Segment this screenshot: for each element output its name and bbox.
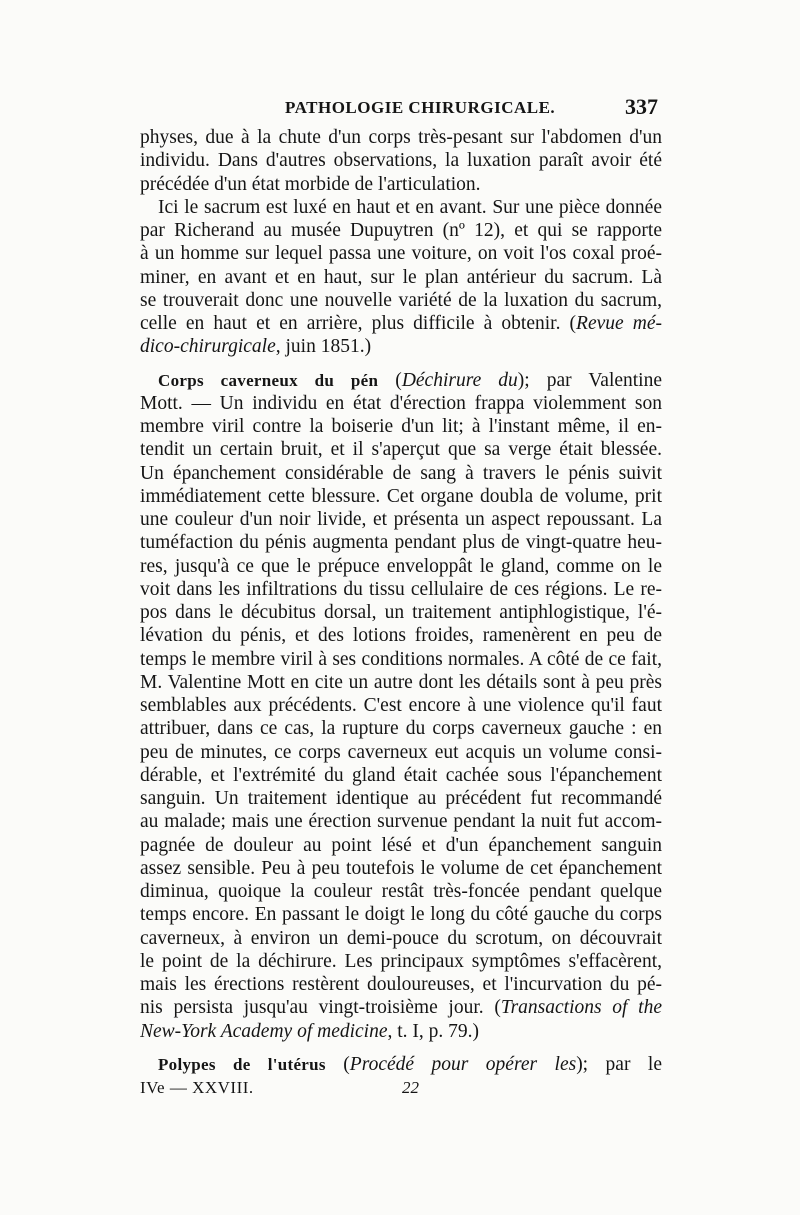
body-text bbox=[140, 126, 662, 1099]
text-line: dérable, et l'extrémité du gland était cachée sous l'épanchement bbox=[140, 764, 662, 786]
text-line: caverneux, à environ un demi-pouce du scrotum, on découvrait bbox=[140, 927, 662, 949]
text-line: semblables aux précédents. C'est encore à une violence qu'il faut bbox=[140, 695, 662, 716]
signature-number: 22 bbox=[402, 1078, 419, 1097]
text-line: miner, en avant et en haut, sur le plan antérieur du sacrum. Là bbox=[140, 266, 662, 288]
citation-title: New-York Academy of medicine bbox=[140, 1020, 388, 1042]
text-line: diminua, quoique la couleur restât très-foncée pendant quelque bbox=[140, 881, 662, 902]
text-line: le point de la déchirure. Les principaux symptômes s'effacèrent, bbox=[140, 950, 662, 972]
citation-title: dico-chirurgicale bbox=[140, 336, 276, 358]
entry-subtitle: Procédé pour opérer les bbox=[349, 1053, 577, 1075]
text-line bbox=[140, 335, 662, 358]
entry-keyword: Polypes de l'utérus bbox=[158, 1054, 326, 1074]
text-line bbox=[140, 312, 662, 335]
text-line: Mott. — Un individu en état d'érection frappa violemment son bbox=[140, 392, 662, 414]
text-line: pos dans le décubitus dorsal, un traitement antiphlogistique, l'é- bbox=[140, 602, 662, 623]
citation-title: Revue mé- bbox=[576, 313, 662, 334]
text-line: au malade; mais une érection survenue pendant la nuit fut accom- bbox=[140, 811, 662, 833]
text-line: peu de minutes, ce corps caverneux eut acquis un volume consi- bbox=[140, 741, 662, 763]
text-line: assez sensible. Peu à peu toutefois le volume de cet épanchement bbox=[140, 857, 662, 879]
text-line: voit dans les infiltrations du tissu cellulaire de ces régions. Le re- bbox=[140, 578, 662, 600]
text-line: pagnée de douleur au point lésé et d'un épanchement sanguin bbox=[140, 834, 662, 856]
text-line: sanguin. Un traitement identique au précédent fut recommandé bbox=[140, 788, 662, 809]
text-line: res, jusqu'à ce que le prépuce enveloppât le gland, comme on le bbox=[140, 555, 662, 577]
text-line: une couleur d'un noir livide, et présenta un aspect repoussant. La bbox=[140, 509, 662, 530]
text-line: physes, due à la chute d'un corps très-pesant sur l'abdomen d'un bbox=[140, 127, 662, 148]
citation-title: Transactions of the bbox=[500, 997, 662, 1019]
signature-mark: IVe — XXVIII. bbox=[140, 1078, 254, 1097]
text-line: M. Valentine Mott en cite un autre dont les détails sont à peu près bbox=[140, 671, 662, 693]
entry-keyword: Corps caverneux du pén bbox=[158, 370, 379, 390]
text-segment: celle en haut et en arrière, plus difficile à obtenir. ( bbox=[140, 313, 577, 334]
running-head bbox=[140, 96, 660, 126]
text-line: précédée d'un état morbide de l'articulation. bbox=[140, 173, 481, 195]
text-line: lévation du pénis, et des lotions froides, ramenèrent en peu de bbox=[140, 625, 662, 647]
text-segment: nis persista jusqu'au vingt-troisième jour. ( bbox=[140, 997, 501, 1019]
page-number: 337 bbox=[625, 94, 658, 119]
entry-heading-line: Corps caverneux du pén (Déchirure du); par Valentine bbox=[158, 369, 662, 391]
text-line: temps encore. En passant le doigt le long du côté gauche du corps bbox=[140, 904, 662, 926]
text-line: temps le membre viril à ses conditions normales. A côté de ce fait, bbox=[140, 648, 662, 670]
text-line bbox=[140, 996, 662, 1019]
text-line: tendit un certain bruit, et il s'aperçut que sa verge était blessée. bbox=[140, 439, 662, 461]
text-segment: , t. I, p. 79.) bbox=[387, 1020, 480, 1042]
text-line: attribuer, dans ce cas, la rupture du corps caverneux gauche : en bbox=[140, 718, 662, 740]
text-line: Ici le sacrum est luxé en haut et en avant. Sur une pièce donnée bbox=[158, 196, 662, 218]
signature-line bbox=[140, 1076, 662, 1099]
entry-subtitle: Déchirure du bbox=[401, 369, 518, 391]
text-line: individu. Dans d'autres observations, la luxation paraît avoir été bbox=[140, 150, 662, 172]
text-line bbox=[140, 1020, 662, 1043]
text-line: mais les érections restèrent douloureuses, et l'incurvation du pé- bbox=[140, 974, 662, 995]
text-line: tuméfaction du pénis augmenta pendant plus de vingt-quatre heu- bbox=[140, 532, 662, 554]
text-line: immédiatement cette blessure. Cet organe doubla de volume, prit bbox=[140, 485, 662, 507]
text-line: Un épanchement considérable de sang à travers le pénis suivit bbox=[140, 462, 662, 484]
entry-heading-line: Polypes de l'utérus (Procédé pour opérer les); par le bbox=[158, 1053, 662, 1075]
text-line: membre viril contre la boiserie d'un lit; à l'instant même, il en- bbox=[140, 416, 662, 437]
text-segment: , juin 1851.) bbox=[275, 336, 372, 358]
text-line: par Richerand au musée Dupuytren (nº 12), et qui se rapporte bbox=[140, 220, 662, 241]
running-title: PATHOLOGIE CHIRURGICALE. bbox=[285, 98, 556, 117]
text-line: à un homme sur lequel passa une voiture, on voit l'os coxal proé- bbox=[140, 243, 662, 265]
text-line: se trouverait donc une nouvelle variété de la luxation du sacrum, bbox=[140, 289, 662, 311]
